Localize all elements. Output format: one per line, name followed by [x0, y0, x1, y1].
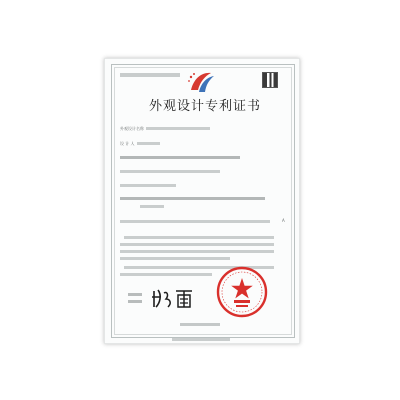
- grant-date-line: [120, 184, 176, 187]
- inventor-label: 设 计 人: [120, 141, 135, 146]
- filing-date-line: [120, 170, 220, 173]
- body-text-line-3: [120, 250, 274, 253]
- design-name-label: 外观设计名称: [120, 126, 144, 131]
- patent-office-logo-icon: [185, 68, 217, 96]
- certificate-number-line: [120, 73, 180, 77]
- address-line: [120, 220, 270, 223]
- director-title-line: [128, 293, 142, 296]
- patentee-line-2: [140, 205, 164, 208]
- qr-code-icon: [262, 72, 278, 88]
- certificate-title: 外观设计专利证书: [148, 99, 261, 114]
- patentee-line-1: [120, 197, 265, 200]
- page-footer-line: [172, 338, 230, 341]
- body-text-line-2: [120, 243, 274, 246]
- body-text-line-4: [120, 257, 230, 260]
- patent-number-line: [120, 156, 240, 159]
- director-signature-icon: [150, 285, 196, 311]
- body-text-line-6: [120, 273, 212, 276]
- issue-date-line: [180, 323, 220, 326]
- body-text-line-1: [124, 236, 274, 239]
- director-name-line: [128, 300, 142, 303]
- zone-marker: A: [282, 218, 285, 223]
- official-seal-icon: [216, 266, 268, 318]
